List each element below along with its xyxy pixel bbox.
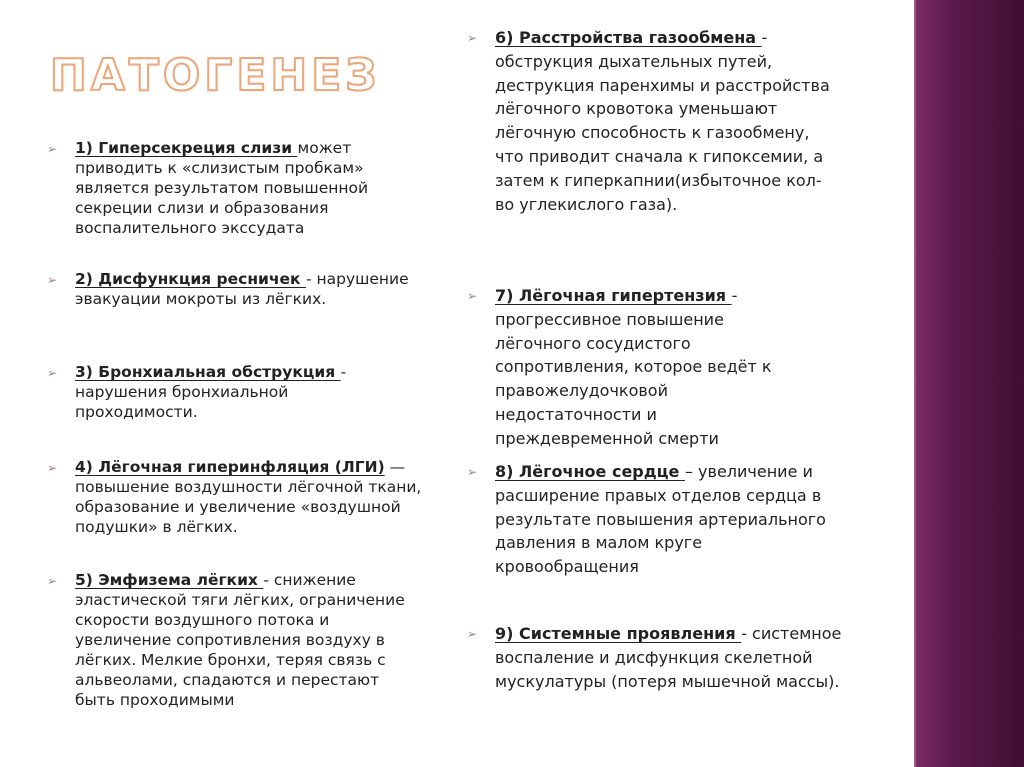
bullet-arrow-icon: ➢	[47, 366, 58, 380]
item-heading: 2) Дисфункция ресничек	[75, 270, 306, 288]
item-separator: -	[761, 28, 768, 47]
item-text: снижение эластической тяги лёгких, ограничение скорости воздушного потока и увеличение сопротивления воздуху в лёгких. Мелкие бронхи, теряя связь с альвеолами, спадаются и перестают быть проходимыми	[75, 571, 405, 709]
item-separator: -	[340, 363, 347, 381]
list-item	[467, 26, 840, 216]
list-item	[47, 138, 410, 238]
item-separator: –	[684, 462, 699, 481]
item-separator: —	[384, 458, 406, 476]
item-text: может приводить к «слизистым пробкам» является результатом повышенной секреции слизи и образования воспалительного экссудата	[75, 139, 369, 237]
list-item	[47, 457, 425, 537]
list-item	[467, 460, 845, 579]
bullet-arrow-icon: ➢	[47, 273, 58, 287]
bullet-arrow-icon: ➢	[467, 289, 478, 303]
list-item	[467, 622, 850, 693]
slide-title: ПАТОГЕНЕЗ	[50, 50, 381, 101]
decorative-sidebar	[914, 0, 1024, 767]
bullet-arrow-icon: ➢	[47, 574, 58, 588]
item-separator: -	[305, 270, 317, 288]
item-heading: 4) Лёгочная гиперинфляция (ЛГИ)	[75, 458, 385, 476]
item-separator: -	[263, 571, 274, 589]
item-heading: 9) Системные проявления	[495, 624, 742, 643]
item-text: обструкция дыхательных путей, деструкция паренхимы и расстройства лёгочного кровотока уменьшают лёгочную способность к газообмену, что приводит сначала к гипоксемии, а затем к гиперкапнии(избыточное кол-во углекислого газа).	[495, 51, 830, 214]
bullet-arrow-icon: ➢	[467, 627, 478, 641]
bullet-arrow-icon: ➢	[467, 465, 478, 479]
item-separator: -	[731, 286, 738, 305]
item-heading: 7) Лёгочная гипертензия	[495, 286, 732, 305]
item-heading: 5) Эмфизема лёгких	[75, 571, 264, 589]
list-item	[47, 362, 410, 422]
item-separator: -	[741, 624, 753, 643]
bullet-arrow-icon: ➢	[467, 31, 478, 45]
item-text: системное воспаление и дисфункция скелетной мускулатуры (потеря мышечной массы).	[495, 624, 842, 691]
item-text: прогрессивное повышение лёгочного сосудистого сопротивления, которое ведёт к правожелудочковой недостаточности и преждевременной смерти	[495, 309, 772, 448]
item-text: нарушения бронхиальной проходимости.	[75, 383, 289, 421]
bullet-arrow-icon: ➢	[47, 142, 58, 156]
item-text: повышение воздушности лёгочной ткани, образование и увеличение «воздушной подушки» в лёгких.	[75, 478, 422, 536]
item-heading: 1) Гиперсекреция слизи	[75, 139, 298, 157]
bullet-arrow-icon: ➢	[47, 461, 58, 475]
list-item	[47, 570, 415, 710]
item-text: увеличение и расширение правых отделов сердца в результате повышения артериального давления в малом круге кровообращения	[495, 462, 826, 577]
item-heading: 8) Лёгочное сердце	[495, 462, 685, 481]
item-heading: 3) Бронхиальная обструкция	[75, 363, 341, 381]
list-item	[467, 284, 815, 451]
item-heading: 6) Расстройства газообмена	[495, 28, 762, 47]
sidebar-divider	[914, 0, 916, 767]
list-item	[47, 269, 410, 309]
item-text: нарушение эвакуации мокроты из лёгких.	[75, 270, 409, 308]
